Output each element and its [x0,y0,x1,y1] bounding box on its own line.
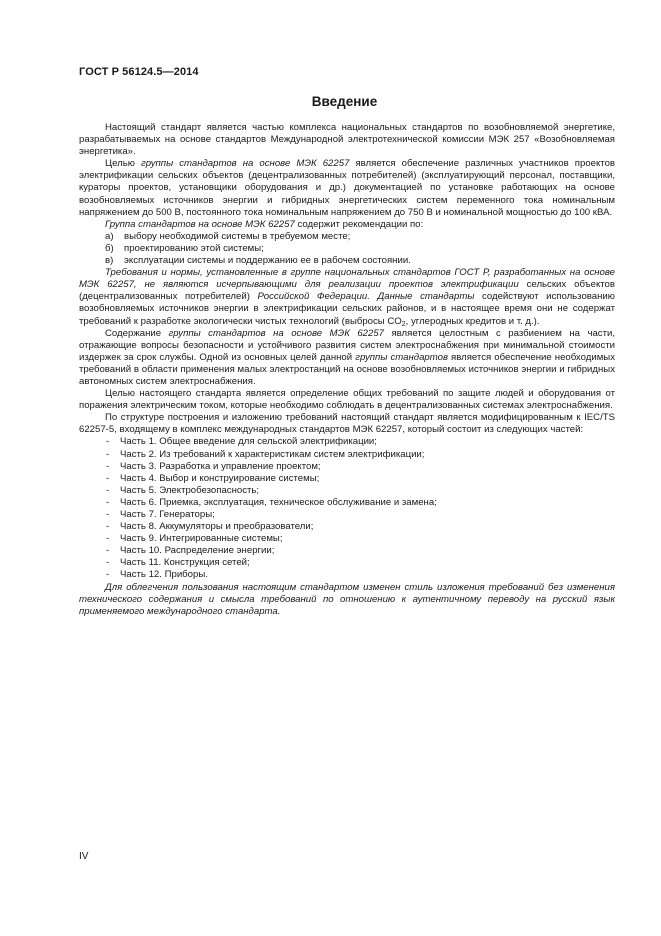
list-item [105,255,615,267]
part-item [106,497,615,509]
document-body [79,122,615,618]
part-text: Часть 8. Аккумуляторы и преобразователи; [120,521,314,533]
paragraph-4-d: содействуют использованию возобновляемых источников энергии в электрификации сельских районов, и в настоящее время они не содержат требований к разработке экологически чистых технологий (выбросы CO [79,291,615,327]
list-marker: б) [105,242,114,254]
paragraph-3-italic: Группа стандартов на основе МЭК 62257 [105,218,295,230]
paragraph-5-e: является обеспечение необходимых требований в области применения малых электростанций на основе возобновляемых источников энергии и гибридных автономных систем электроснабжения. [79,351,615,387]
paragraph-5-c: является целостным с разбиением на части, отражающие вопросы безопасности и устойчивого развития систем электроснабжения при минимальной стоимости издержек за срок службы. Одной из основных целей данной [79,327,616,363]
document-code-header: ГОСТ Р 56124.5—2014 [79,66,199,78]
part-text: Часть 3. Разработка и управление проектом; [120,460,321,472]
list-text: выбору необходимой системы в требуемом месте; [124,230,351,242]
dash-marker: - [106,496,110,508]
part-item [106,545,615,557]
part-item [106,436,615,448]
paragraph-8: Для облегчения пользования настоящим стандартом изменен стиль изложения требований без изменения технического содержания и смысла требований по отношению к аутентичному переводу на русский язык применяемого международного стандарта. [79,581,615,617]
part-item [106,533,615,545]
section-title: Введение [311,94,378,109]
paragraph-1: Настоящий стандарт является частью комплекса национальных стандартов по возобновляемой энергетике, разрабатываемых на основе стандартов Международной электротехнической комиссии МЭК 257 «Возобновляемая энергетика». [79,122,615,158]
paragraph-2-italic: группы стандартов на основе МЭК 62257 [140,158,350,170]
part-text: Часть 5. Электробезопасность; [120,484,260,496]
dash-marker: - [106,448,110,460]
dash-marker: - [106,484,110,496]
dash-marker: - [106,521,110,533]
dash-marker: - [106,509,110,520]
part-item [106,557,615,569]
paragraph-5-a: Содержание [105,327,169,339]
list-text: эксплуатации системы и поддержанию ее в рабочем состоянии. [124,255,411,267]
co2-subscript: 2 [401,320,406,328]
paragraph-4-italic-a: Требования и нормы, установленные в группе национальных стандартов ГОСТ Р, разработанных на основе МЭК 62257, не являются исчерпывающими для реализации проектов электрификации [79,267,615,291]
dash-marker: - [106,472,110,484]
paragraph-2 [79,158,615,218]
list-item [105,243,615,255]
paragraph-4-e: , углеродных кредитов и т. д.). [405,315,540,327]
page-number: IV [79,851,89,862]
paragraph-6: Целью настоящего стандарта является определение общих требований по защите людей и оборудования от поражения электрическим током, которые необходимо соблюдать в децентрализованных системах электроснабжения. [79,388,615,412]
part-item [106,521,615,533]
part-text: Часть 6. Приемка, эксплуатация, техническое обслуживание и замена; [120,496,437,508]
dash-marker: - [106,460,110,472]
part-item [106,485,615,497]
paragraph-3 [79,219,615,231]
paragraph-2-a: Целью [105,158,141,170]
part-item [106,473,615,485]
paragraph-3-b: содержит рекомендации по: [294,218,424,230]
part-text: Часть 9. Интегрированные системы; [120,533,283,545]
part-item [106,449,615,461]
part-text: Часть 11. Конструкция сетей; [120,557,250,569]
list-marker: а) [105,230,114,242]
list-marker: в) [105,255,114,267]
paragraph-4-b: сельских объектов (децентрализованных потребителей) [79,279,615,303]
part-text: Часть 2. Из требований к характеристикам систем электрификации; [120,448,425,460]
dash-marker: - [106,569,110,581]
paragraph-4 [79,267,615,327]
paragraph-7: По структуре построения и изложению требований настоящий стандарт является модифицированным к IEC/TS 62257-5, входящему в комплекс международных стандартов МЭК 62257, который состоит из следующих частей: [79,412,615,436]
dash-marker: - [106,545,110,557]
part-text: Часть 7. Генераторы; [120,509,215,520]
part-text: Часть 12. Приборы. [120,569,208,581]
paragraph-5-italic-b: группы стандартов на основе МЭК 62257 [168,327,385,339]
part-item [106,509,615,521]
list-item [105,231,615,243]
part-item [106,461,615,473]
paragraph-4-italic-c: Российской Федерации. Данные стандарты [257,291,475,303]
part-text: Часть 10. Распределение энергии; [120,545,275,557]
dash-marker: - [106,557,110,569]
dash-marker: - [106,436,110,448]
paragraph-5-italic-d: группы стандартов [355,351,448,363]
part-text: Часть 4. Выбор и конструирование системы; [120,472,320,484]
part-item [106,569,615,581]
dash-marker: - [106,533,110,545]
paragraph-5 [79,328,615,388]
paragraph-2-c: является обеспечение различных участников проектов электрификации сельских объектов (децентрализованных потребителей) (эксплуатирующий персонал, поставщики, кураторы проектов, установщики оборудования и др.) документацией по установке работающих на основе возобновляемых источников энергии и гибридных энергетических систем переменного тока номинальным напряжением до 500 В, постоянного тока номинальным напряжением до 750 В и номинальной мощностью до 100 кВА. [79,158,615,218]
list-text: проектированию этой системы; [124,242,264,254]
part-text: Часть 1. Общее введение для сельской электрификации; [120,436,377,448]
